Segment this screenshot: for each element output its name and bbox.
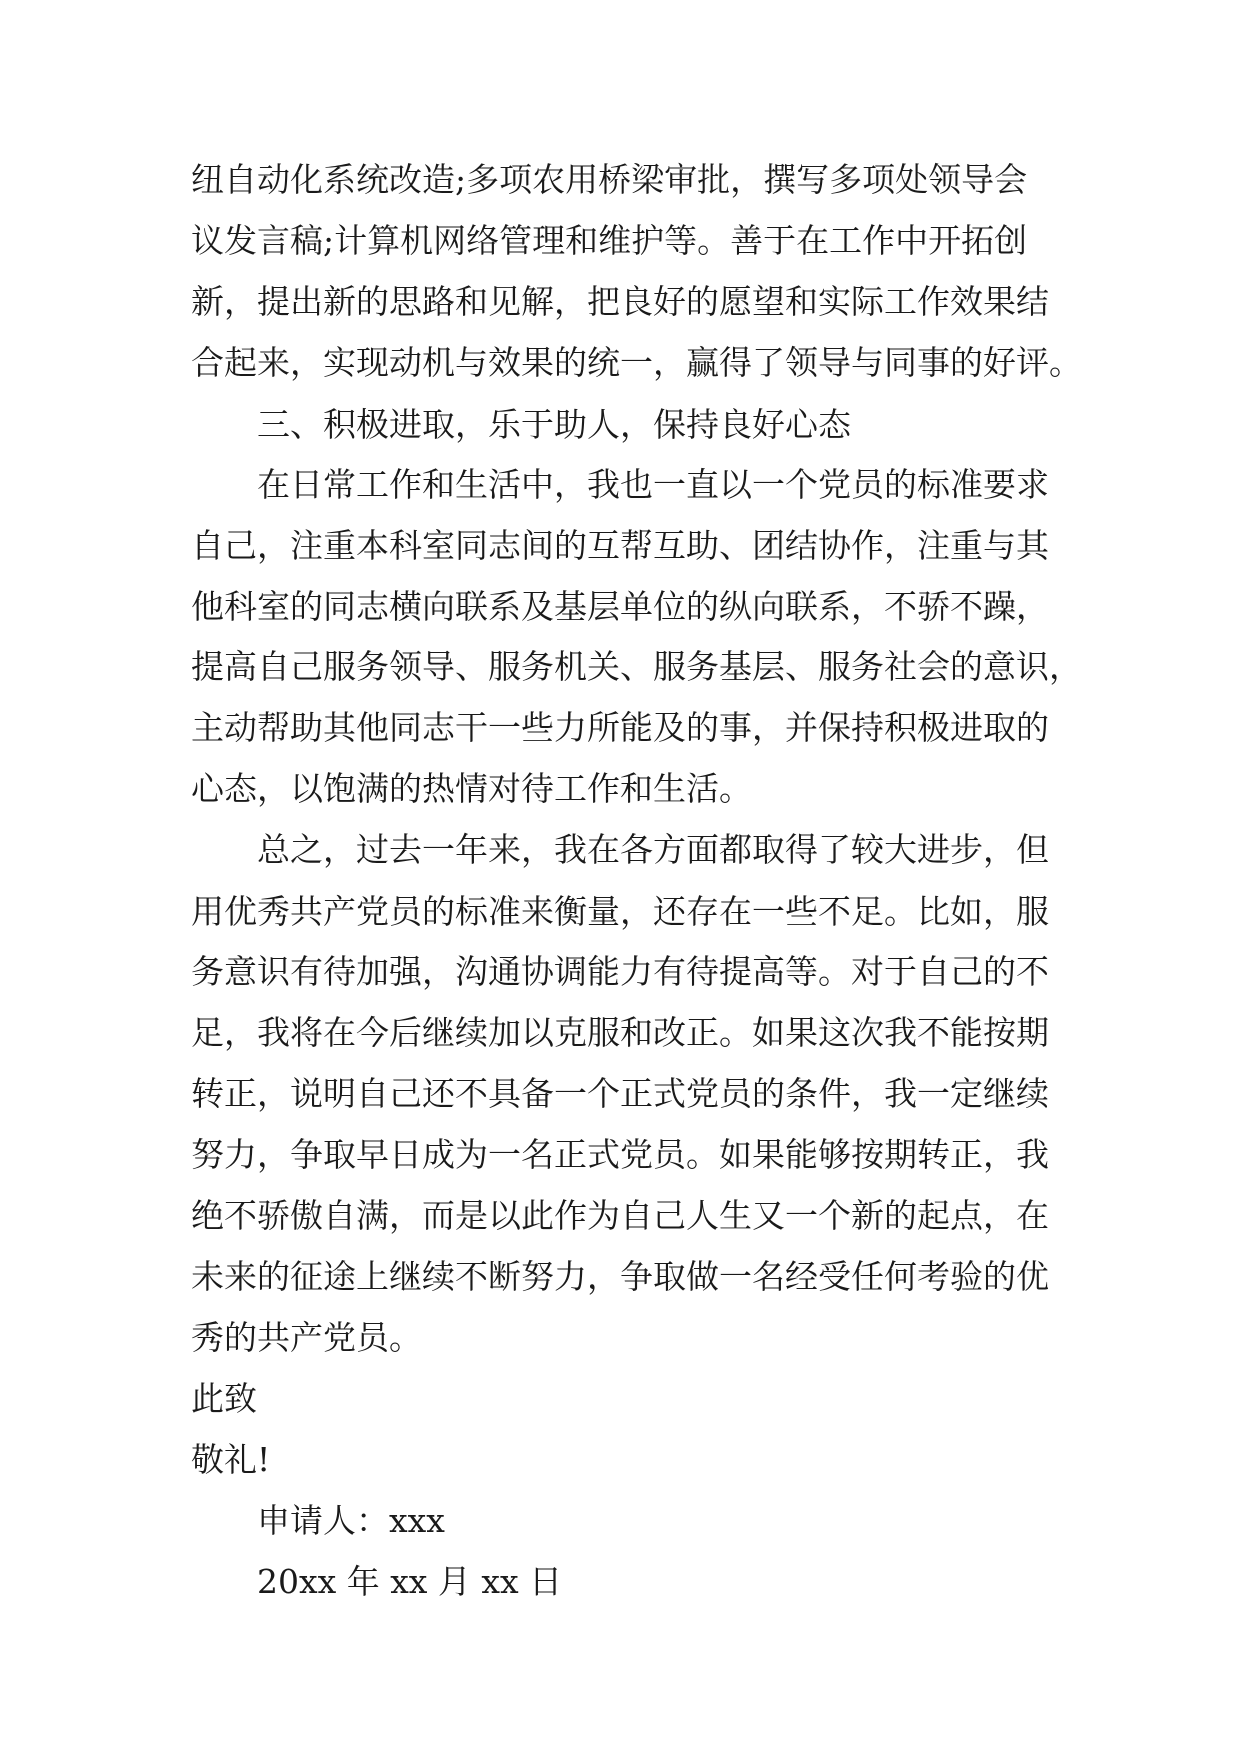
body-line: 自己，注重本科室同志间的互帮互助、团结协作，注重与其 bbox=[191, 526, 1049, 565]
body-line: 未来的征途上继续不断努力，争取做一名经受任何考验的优 bbox=[191, 1257, 1049, 1296]
body-line: 合起来，实现动机与效果的统一，赢得了领导与同事的好评。 bbox=[191, 343, 1082, 382]
body-line: 绝不骄傲自满，而是以此作为自己人生又一个新的起点，在 bbox=[191, 1196, 1049, 1235]
document-date: 20xx 年 xx 月 xx 日 bbox=[257, 1562, 563, 1601]
body-line: 用优秀共产党员的标准来衡量，还存在一些不足。比如，服 bbox=[191, 892, 1049, 931]
body-line: 努力，争取早日成为一名正式党员。如果能够按期转正，我 bbox=[191, 1135, 1049, 1174]
closing-regards: 敬礼! bbox=[191, 1440, 271, 1479]
section-heading: 三、积极进取，乐于助人，保持良好心态 bbox=[257, 405, 851, 444]
body-line: 主动帮助其他同志干一些力所能及的事，并保持积极进取的 bbox=[191, 708, 1049, 747]
body-line: 转正，说明自己还不具备一个正式党员的条件，我一定继续 bbox=[191, 1074, 1049, 1113]
body-line: 提高自己服务领导、服务机关、服务基层、服务社会的意识， bbox=[191, 647, 1082, 686]
body-line: 秀的共产党员。 bbox=[191, 1318, 422, 1357]
applicant-signature: 申请人：xxx bbox=[257, 1501, 445, 1540]
body-line: 新，提出新的思路和见解，把良好的愿望和实际工作效果结 bbox=[191, 282, 1049, 321]
body-line: 足，我将在今后继续加以克服和改正。如果这次我不能按期 bbox=[191, 1013, 1049, 1052]
body-line: 心态，以饱满的热情对待工作和生活。 bbox=[191, 769, 752, 808]
body-line: 议发言稿;计算机网络管理和维护等。善于在工作中开拓创 bbox=[191, 221, 1028, 260]
body-line: 务意识有待加强，沟通协调能力有待提高等。对于自己的不 bbox=[191, 952, 1049, 991]
body-line: 纽自动化系统改造;多项农用桥梁审批，撰写多项处领导会 bbox=[191, 160, 1028, 199]
body-line: 他科室的同志横向联系及基层单位的纵向联系，不骄不躁， bbox=[191, 587, 1049, 626]
closing-salutation: 此致 bbox=[191, 1379, 257, 1418]
body-line: 在日常工作和生活中，我也一直以一个党员的标准要求 bbox=[257, 465, 1049, 504]
body-line: 总之，过去一年来，我在各方面都取得了较大进步，但 bbox=[257, 830, 1049, 869]
